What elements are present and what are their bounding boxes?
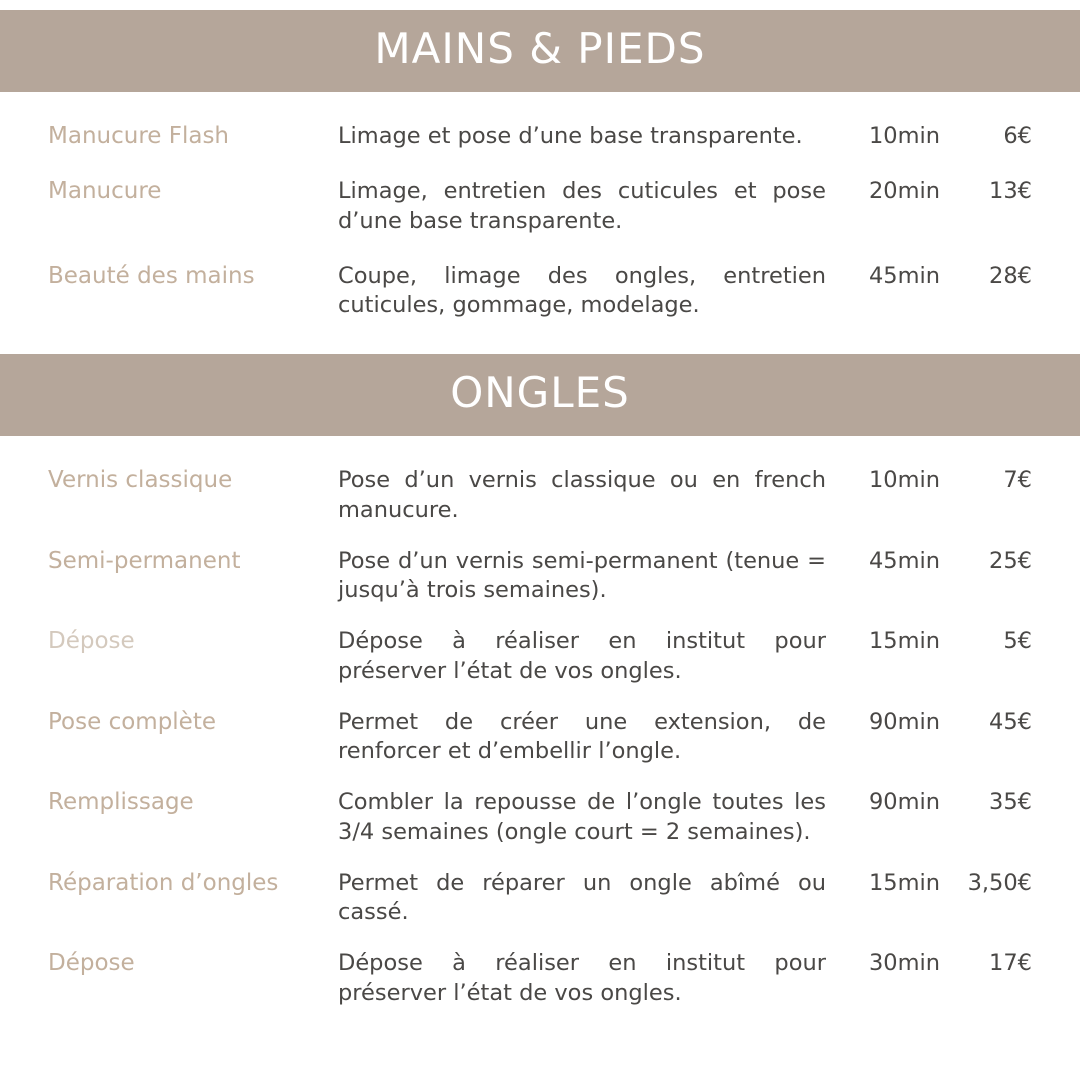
service-name: Vernis classique	[48, 467, 233, 494]
service-description: Coupe, limage des ongles, entretien cuticules, gommage, modelage.	[338, 262, 826, 318]
service-row	[48, 547, 1032, 606]
service-name: Manucure	[48, 178, 162, 205]
service-name: Remplissage	[48, 789, 194, 816]
price-list	[0, 10, 1080, 1008]
service-description: Limage, entretien des cuticules et pose d’une base transparente.	[338, 178, 826, 234]
service-description: Permet de réparer un ongle abîmé ou cassé.	[338, 869, 826, 925]
service-price: 5€	[1003, 628, 1032, 655]
service-row	[48, 788, 1032, 847]
service-duration: 90min	[868, 708, 940, 735]
service-description: Dépose à réaliser en institut pour préserver l’état de vos ongles.	[338, 950, 826, 1006]
service-row	[48, 177, 1032, 236]
service-name: Réparation d’ongles	[48, 869, 279, 896]
service-row	[48, 122, 1032, 151]
service-price: 3,50€	[967, 869, 1032, 896]
service-description: Permet de créer une extension, de renforcer et d’embellir l’ongle.	[338, 708, 826, 764]
service-name: Pose complète	[48, 708, 216, 735]
service-price: 17€	[989, 950, 1032, 977]
service-duration: 10min	[868, 467, 940, 494]
service-price: 45€	[989, 708, 1032, 735]
service-description: Pose d’un vernis semi-permanent (tenue = jusqu’à trois semaines).	[338, 547, 826, 603]
service-price: 25€	[989, 547, 1032, 574]
service-price: 7€	[1003, 467, 1032, 494]
service-duration: 20min	[868, 178, 940, 205]
service-duration: 45min	[868, 547, 940, 574]
service-duration: 15min	[868, 628, 940, 655]
service-price: 28€	[989, 262, 1032, 289]
service-description: Pose d’un vernis classique ou en french manucure.	[338, 467, 826, 523]
service-description: Dépose à réaliser en institut pour préserver l’état de vos ongles.	[338, 628, 826, 684]
service-row	[48, 262, 1032, 321]
service-row	[48, 708, 1032, 767]
service-duration: 30min	[868, 950, 940, 977]
service-duration: 90min	[868, 789, 940, 816]
service-description: Limage et pose d’une base transparente.	[338, 123, 803, 149]
service-name: Beauté des mains	[48, 262, 255, 289]
service-duration: 15min	[868, 869, 940, 896]
section-title-mains-et-pieds: MAINS & PIEDS	[0, 10, 1080, 92]
section-body-ongles	[0, 466, 1080, 1008]
service-row	[48, 627, 1032, 686]
service-price: 6€	[1003, 123, 1032, 149]
section-body-mains-et-pieds	[0, 122, 1080, 320]
service-name: Dépose	[48, 628, 135, 655]
service-duration: 45min	[868, 262, 940, 289]
service-duration: 10min	[868, 123, 940, 149]
service-name: Dépose	[48, 950, 135, 977]
price-list-page	[0, 10, 1080, 1076]
service-row	[48, 949, 1032, 1008]
service-description: Combler la repousse de l’ongle toutes les 3/4 semaines (ongle court = 2 semaines).	[338, 789, 826, 845]
service-price: 13€	[989, 178, 1032, 205]
service-name: Semi-permanent	[48, 547, 241, 574]
service-name: Manucure Flash	[48, 123, 230, 149]
section-title-ongles: ONGLES	[0, 354, 1080, 436]
service-row	[48, 466, 1032, 525]
service-price: 35€	[989, 789, 1032, 816]
service-row	[48, 869, 1032, 928]
